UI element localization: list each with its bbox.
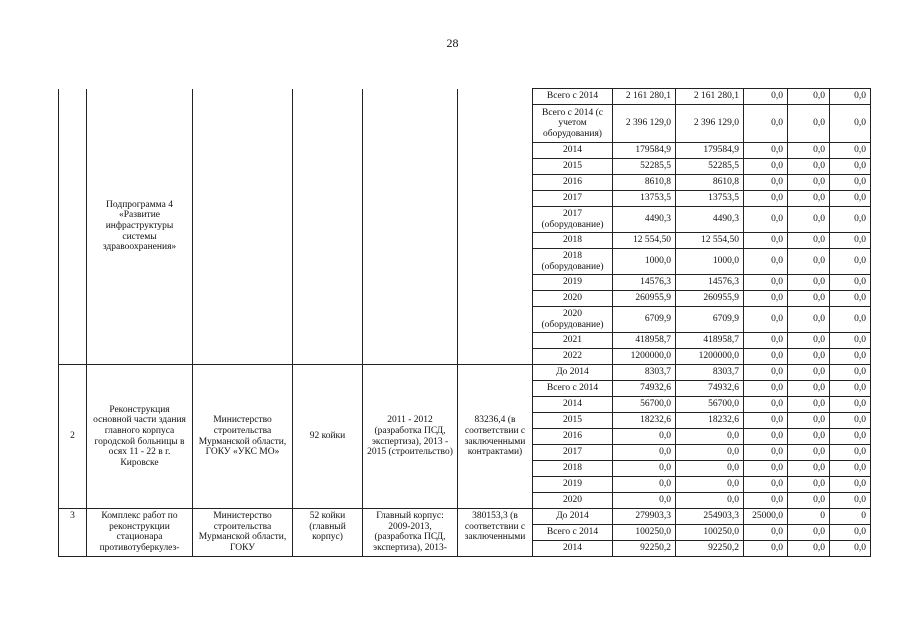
amount-cell: 0,0 [613,445,676,461]
amount-cell: 0,0 [788,207,830,233]
amount-cell: 1200000,0 [676,349,744,365]
page-number: 28 [446,36,459,50]
period-cell [363,89,458,365]
amount-cell: 418958,7 [613,333,676,349]
customer-cell: Министерство строительства Мурманской области, ГОКУ «УКС МО» [193,365,293,509]
amount-cell: 0,0 [788,445,830,461]
amount-cell: 2 396 129,0 [676,105,744,143]
year-cell: 2019 [533,477,613,493]
amount-cell: 0,0 [788,291,830,307]
amount-cell: 0,0 [830,413,871,429]
table-row [59,365,871,381]
amount-cell: 179584,9 [676,143,744,159]
amount-cell: 0,0 [744,233,788,249]
amount-cell: 0,0 [830,397,871,413]
amount-cell: 0,0 [744,365,788,381]
year-cell: Всего с 2014 [533,89,613,105]
amount-cell: 0,0 [830,429,871,445]
object-name-cell: Реконструкция основной части здания главного корпуса городской больницы в осях 11 - 22 в г. Кировске [87,365,193,509]
amount-cell: 0,0 [830,291,871,307]
amount-cell: 0,0 [830,541,871,557]
year-cell: 2016 [533,175,613,191]
year-cell: 2022 [533,349,613,365]
finance-table [58,88,871,557]
amount-cell: 0,0 [788,307,830,333]
amount-cell: 0,0 [830,275,871,291]
amount-cell: 56700,0 [613,397,676,413]
cost-cell: 83236,4 (в соответствии с заключенными контрактами) [458,365,533,509]
amount-cell: 100250,0 [676,525,744,541]
amount-cell: 0,0 [744,349,788,365]
amount-cell: 0,0 [744,381,788,397]
amount-cell: 0,0 [830,445,871,461]
object-name-cell: Подпрограмма 4 «Развитие инфраструктуры системы здравоохранения» [87,89,193,365]
amount-cell: 14576,3 [613,275,676,291]
amount-cell: 1000,0 [613,249,676,275]
row-number-cell [59,89,87,365]
amount-cell: 0,0 [830,191,871,207]
year-cell: Всего с 2014 [533,381,613,397]
row-number-cell: 3 [59,509,87,557]
object-name-cell: Комплекс работ по реконструкции стационара противотуберкулез- [87,509,193,557]
amount-cell: 74932,6 [613,381,676,397]
amount-cell: 0,0 [788,525,830,541]
amount-cell: 0,0 [744,461,788,477]
amount-cell: 0,0 [788,349,830,365]
amount-cell: 0,0 [744,291,788,307]
amount-cell: 8610,8 [676,175,744,191]
amount-cell: 25000,0 [744,509,788,525]
amount-cell: 0,0 [830,89,871,105]
amount-cell: 0,0 [830,307,871,333]
amount-cell: 279903,3 [613,509,676,525]
amount-cell: 254903,3 [676,509,744,525]
year-cell: 2019 [533,275,613,291]
amount-cell: 0,0 [830,365,871,381]
amount-cell: 1200000,0 [613,349,676,365]
amount-cell: 0,0 [830,493,871,509]
amount-cell: 12 554,50 [676,233,744,249]
amount-cell: 13753,5 [613,191,676,207]
amount-cell: 0,0 [830,525,871,541]
amount-cell: 0,0 [788,477,830,493]
amount-cell: 0,0 [788,461,830,477]
amount-cell: 0,0 [744,413,788,429]
amount-cell: 0 [788,509,830,525]
amount-cell: 0,0 [744,307,788,333]
amount-cell: 0,0 [744,89,788,105]
amount-cell: 13753,5 [676,191,744,207]
amount-cell: 0,0 [744,175,788,191]
amount-cell: 0,0 [788,175,830,191]
capacity-cell: 52 койки (главный корпус) [293,509,363,557]
amount-cell: 0 [830,509,871,525]
amount-cell: 2 161 280,1 [613,89,676,105]
year-cell: 2015 [533,159,613,175]
amount-cell: 260955,9 [613,291,676,307]
amount-cell: 0,0 [830,461,871,477]
amount-cell: 0,0 [676,429,744,445]
year-cell: 2014 [533,143,613,159]
amount-cell: 418958,7 [676,333,744,349]
amount-cell: 0,0 [788,333,830,349]
amount-cell: 0,0 [613,429,676,445]
amount-cell: 0,0 [744,333,788,349]
amount-cell: 52285,5 [613,159,676,175]
amount-cell: 92250,2 [613,541,676,557]
amount-cell: 0,0 [744,429,788,445]
year-cell: 2018 (оборудование) [533,249,613,275]
amount-cell: 0,0 [788,397,830,413]
amount-cell: 260955,9 [676,291,744,307]
year-cell: Всего с 2014 (с учетом оборудования) [533,105,613,143]
capacity-cell: 92 койки [293,365,363,509]
table-body [59,89,871,557]
amount-cell: 0,0 [788,381,830,397]
amount-cell: 52285,5 [676,159,744,175]
amount-cell: 0,0 [830,207,871,233]
amount-cell: 2 396 129,0 [613,105,676,143]
amount-cell: 0,0 [830,175,871,191]
amount-cell: 0,0 [788,105,830,143]
amount-cell: 0,0 [744,397,788,413]
year-cell: 2014 [533,397,613,413]
amount-cell: 8610,8 [613,175,676,191]
amount-cell: 0,0 [676,445,744,461]
year-cell: 2015 [533,413,613,429]
amount-cell: 0,0 [613,461,676,477]
amount-cell: 100250,0 [613,525,676,541]
year-cell: 2016 [533,429,613,445]
table-row [59,89,871,105]
year-cell: 2021 [533,333,613,349]
amount-cell: 0,0 [830,159,871,175]
amount-cell: 0,0 [744,525,788,541]
customer-cell: Министерство строительства Мурманской области, ГОКУ [193,509,293,557]
amount-cell: 18232,6 [613,413,676,429]
amount-cell: 0,0 [788,233,830,249]
amount-cell: 0,0 [830,477,871,493]
amount-cell: 6709,9 [613,307,676,333]
period-cell: Главный корпус: 2009-2013, (разработка ПСД, экспертиза), 2013- [363,509,458,557]
amount-cell: 0,0 [788,541,830,557]
year-cell: 2014 [533,541,613,557]
amount-cell: 1000,0 [676,249,744,275]
amount-cell: 0,0 [744,159,788,175]
amount-cell: 0,0 [788,413,830,429]
year-cell: 2018 [533,233,613,249]
amount-cell: 2 161 280,1 [676,89,744,105]
amount-cell: 0,0 [788,429,830,445]
amount-cell: 0,0 [744,143,788,159]
row-number-cell: 2 [59,365,87,509]
amount-cell: 0,0 [676,477,744,493]
table-row [59,509,871,525]
year-cell: 2017 (оборудование) [533,207,613,233]
amount-cell: 0,0 [676,461,744,477]
amount-cell: 0,0 [613,477,676,493]
amount-cell: 8303,7 [676,365,744,381]
customer-cell [193,89,293,365]
amount-cell: 4490,3 [676,207,744,233]
amount-cell: 0,0 [676,493,744,509]
amount-cell: 14576,3 [676,275,744,291]
year-cell: 2020 [533,493,613,509]
amount-cell: 0,0 [613,493,676,509]
period-cell: 2011 - 2012 (разработка ПСД, экспертиза), 2013 - 2015 (строительство) [363,365,458,509]
amount-cell: 6709,9 [676,307,744,333]
amount-cell: 0,0 [830,143,871,159]
amount-cell: 4490,3 [613,207,676,233]
year-cell: 2020 (оборудование) [533,307,613,333]
amount-cell: 0,0 [830,233,871,249]
amount-cell: 0,0 [744,493,788,509]
amount-cell: 0,0 [744,249,788,275]
amount-cell: 92250,2 [676,541,744,557]
year-cell: До 2014 [533,365,613,381]
amount-cell: 0,0 [744,477,788,493]
amount-cell: 0,0 [788,365,830,381]
capacity-cell [293,89,363,365]
amount-cell: 0,0 [830,333,871,349]
amount-cell: 0,0 [788,191,830,207]
amount-cell: 0,0 [788,249,830,275]
year-cell: 2020 [533,291,613,307]
amount-cell: 12 554,50 [613,233,676,249]
cost-cell: 380153,3 (в соответствии с заключенными [458,509,533,557]
amount-cell: 0,0 [788,275,830,291]
amount-cell: 0,0 [744,445,788,461]
amount-cell: 0,0 [788,89,830,105]
year-cell: 2017 [533,191,613,207]
amount-cell: 0,0 [744,541,788,557]
amount-cell: 0,0 [788,159,830,175]
amount-cell: 179584,9 [613,143,676,159]
amount-cell: 0,0 [830,381,871,397]
year-cell: Всего с 2014 [533,525,613,541]
cost-cell [458,89,533,365]
amount-cell: 0,0 [744,105,788,143]
amount-cell: 0,0 [788,143,830,159]
year-cell: 2018 [533,461,613,477]
amount-cell: 0,0 [788,493,830,509]
amount-cell: 0,0 [830,249,871,275]
amount-cell: 0,0 [744,191,788,207]
amount-cell: 56700,0 [676,397,744,413]
year-cell: До 2014 [533,509,613,525]
amount-cell: 0,0 [744,275,788,291]
amount-cell: 8303,7 [613,365,676,381]
amount-cell: 0,0 [830,105,871,143]
amount-cell: 18232,6 [676,413,744,429]
amount-cell: 74932,6 [676,381,744,397]
amount-cell: 0,0 [744,207,788,233]
year-cell: 2017 [533,445,613,461]
amount-cell: 0,0 [830,349,871,365]
